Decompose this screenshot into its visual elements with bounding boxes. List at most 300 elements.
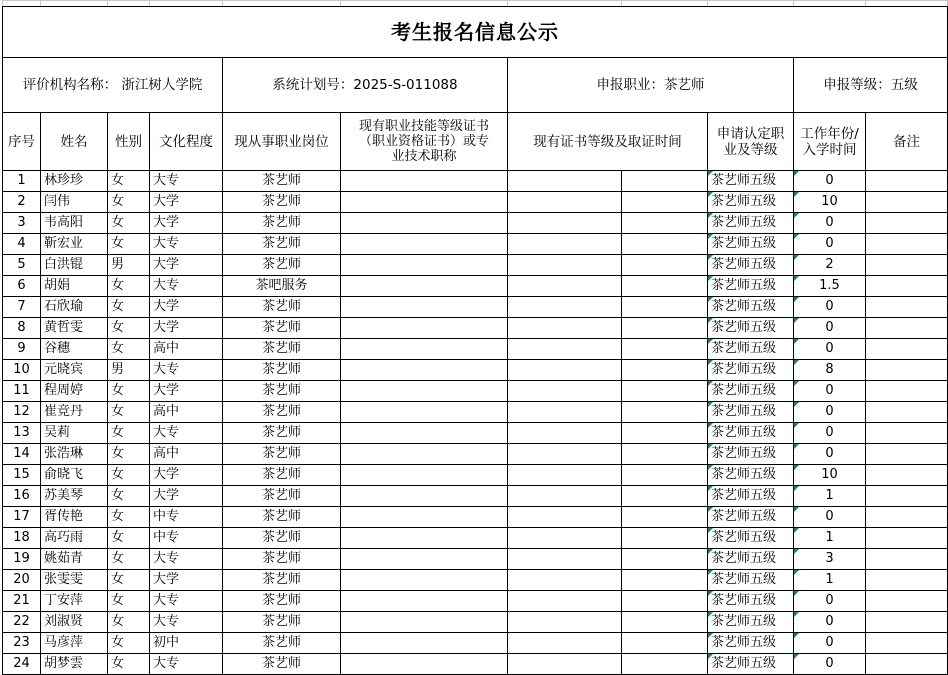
remark-cell[interactable] [866,570,948,591]
name-cell[interactable]: 胡梦雲 [41,654,108,675]
cert-time-cell[interactable] [508,318,622,339]
cert-time-cell[interactable] [508,276,622,297]
name-cell[interactable]: 张浩琳 [41,444,108,465]
header-apply[interactable]: 申请认定职业及等级 [708,113,794,171]
apply-cell[interactable]: 茶艺师五级 [708,633,794,654]
table-row [3,171,948,192]
education-cell[interactable]: 大学 [150,192,223,213]
post-cell[interactable]: 茶艺师 [223,192,341,213]
header-gender[interactable]: 性别 [108,113,150,171]
table-row [3,633,948,654]
education-cell[interactable]: 大学 [150,255,223,276]
cert-time-cell[interactable] [508,444,622,465]
cert-cell[interactable] [341,486,508,507]
gender-cell[interactable]: 女 [108,171,150,192]
gender-cell[interactable]: 女 [108,297,150,318]
seq-cell[interactable]: 21 [3,591,41,612]
gender-cell[interactable]: 男 [108,360,150,381]
seq-cell[interactable]: 14 [3,444,41,465]
post-cell[interactable]: 茶艺师 [223,465,341,486]
cert-time-cell[interactable] [508,255,622,276]
remark-cell[interactable] [866,444,948,465]
gender-cell[interactable]: 女 [108,339,150,360]
remark-cell[interactable] [866,318,948,339]
education-cell[interactable]: 大专 [150,276,223,297]
cert-time-extra-cell[interactable] [622,465,708,486]
years-cell[interactable]: 10 [794,192,866,213]
gender-cell[interactable]: 男 [108,255,150,276]
remark-cell[interactable] [866,381,948,402]
cert-time-extra-cell[interactable] [622,612,708,633]
seq-cell[interactable]: 20 [3,570,41,591]
post-cell[interactable]: 茶艺师 [223,423,341,444]
header-remark[interactable]: 备注 [866,113,948,171]
remark-cell[interactable] [866,402,948,423]
seq-cell[interactable]: 4 [3,234,41,255]
post-cell[interactable]: 茶吧服务 [223,276,341,297]
cert-cell[interactable] [341,234,508,255]
table-row [3,528,948,549]
education-cell[interactable]: 大学 [150,465,223,486]
cert-time-cell[interactable] [508,171,622,192]
name-cell[interactable]: 俞晓飞 [41,465,108,486]
seq-cell[interactable]: 17 [3,507,41,528]
years-cell[interactable]: 0 [794,612,866,633]
name-cell[interactable]: 林珍珍 [41,171,108,192]
years-cell[interactable]: 0 [794,402,866,423]
gender-cell[interactable]: 女 [108,444,150,465]
years-cell[interactable]: 0 [794,654,866,675]
education-cell[interactable]: 高中 [150,339,223,360]
post-cell[interactable]: 茶艺师 [223,171,341,192]
header-name[interactable]: 姓名 [41,113,108,171]
years-cell[interactable]: 0 [794,171,866,192]
name-cell[interactable]: 苏美琴 [41,486,108,507]
years-cell[interactable]: 0 [794,381,866,402]
years-cell[interactable]: 0 [794,633,866,654]
apply-cell[interactable]: 茶艺师五级 [708,192,794,213]
table-row [3,297,948,318]
education-cell[interactable]: 大专 [150,234,223,255]
remark-cell[interactable] [866,591,948,612]
cert-time-extra-cell[interactable] [622,549,708,570]
apply-cell[interactable]: 茶艺师五级 [708,591,794,612]
education-cell[interactable]: 高中 [150,444,223,465]
gender-cell[interactable]: 女 [108,633,150,654]
cert-cell[interactable] [341,570,508,591]
seq-cell[interactable]: 24 [3,654,41,675]
apply-cell[interactable]: 茶艺师五级 [708,171,794,192]
apply-cell[interactable]: 茶艺师五级 [708,528,794,549]
cert-cell[interactable] [341,591,508,612]
cert-time-cell[interactable] [508,297,622,318]
remark-cell[interactable] [866,213,948,234]
apply-cell[interactable]: 茶艺师五级 [708,213,794,234]
name-cell[interactable]: 石欣瑜 [41,297,108,318]
post-cell[interactable]: 茶艺师 [223,255,341,276]
gender-cell[interactable]: 女 [108,654,150,675]
cert-time-extra-cell[interactable] [622,360,708,381]
cert-cell[interactable] [341,423,508,444]
apply-cell[interactable]: 茶艺师五级 [708,654,794,675]
education-cell[interactable]: 中专 [150,507,223,528]
cert-cell[interactable] [341,297,508,318]
years-cell[interactable]: 0 [794,318,866,339]
education-cell[interactable]: 大专 [150,171,223,192]
apply-cell[interactable]: 茶艺师五级 [708,297,794,318]
table-row [3,549,948,570]
post-cell[interactable]: 茶艺师 [223,339,341,360]
name-cell[interactable]: 程周婷 [41,381,108,402]
header-years[interactable]: 工作年份/入学时间 [794,113,866,171]
cert-cell[interactable] [341,276,508,297]
education-cell[interactable]: 大专 [150,423,223,444]
remark-cell[interactable] [866,549,948,570]
years-cell[interactable]: 1 [794,486,866,507]
table-row [3,192,948,213]
remark-cell[interactable] [866,612,948,633]
cert-time-extra-cell[interactable] [622,339,708,360]
table-row [3,486,948,507]
cert-time-cell[interactable] [508,381,622,402]
post-cell[interactable]: 茶艺师 [223,528,341,549]
cert-cell[interactable] [341,528,508,549]
seq-cell[interactable]: 19 [3,549,41,570]
education-cell[interactable]: 大专 [150,360,223,381]
name-cell[interactable]: 闫伟 [41,192,108,213]
years-cell[interactable]: 0 [794,444,866,465]
post-cell[interactable]: 茶艺师 [223,549,341,570]
cert-cell[interactable] [341,654,508,675]
gender-cell[interactable]: 女 [108,507,150,528]
name-cell[interactable]: 靳宏业 [41,234,108,255]
years-cell[interactable]: 0 [794,339,866,360]
seq-cell[interactable]: 10 [3,360,41,381]
cert-cell[interactable] [341,507,508,528]
cert-cell[interactable] [341,171,508,192]
gender-cell[interactable]: 女 [108,381,150,402]
name-cell[interactable]: 吴莉 [41,423,108,444]
gender-cell[interactable]: 女 [108,591,150,612]
gender-cell[interactable]: 女 [108,612,150,633]
cert-cell[interactable] [341,339,508,360]
remark-cell[interactable] [866,465,948,486]
cert-time-cell[interactable] [508,486,622,507]
name-cell[interactable]: 胡娟 [41,276,108,297]
years-cell[interactable]: 0 [794,423,866,444]
cert-time-extra-cell[interactable] [622,381,708,402]
education-cell[interactable]: 大学 [150,318,223,339]
post-cell[interactable]: 茶艺师 [223,570,341,591]
cert-time-extra-cell[interactable] [622,570,708,591]
seq-cell[interactable]: 16 [3,486,41,507]
seq-cell[interactable]: 23 [3,633,41,654]
apply-cell[interactable]: 茶艺师五级 [708,612,794,633]
name-cell[interactable]: 马彦萍 [41,633,108,654]
cert-cell[interactable] [341,612,508,633]
gender-cell[interactable]: 女 [108,276,150,297]
header-education[interactable]: 文化程度 [150,113,223,171]
cert-time-cell[interactable] [508,339,622,360]
name-cell[interactable]: 崔竞丹 [41,402,108,423]
remark-cell[interactable] [866,528,948,549]
gender-cell[interactable]: 女 [108,192,150,213]
gender-cell[interactable]: 女 [108,549,150,570]
education-cell[interactable]: 高中 [150,402,223,423]
post-cell[interactable]: 茶艺师 [223,654,341,675]
name-cell[interactable]: 丁安萍 [41,591,108,612]
cert-time-extra-cell[interactable] [622,423,708,444]
seq-cell[interactable]: 12 [3,402,41,423]
table-row [3,339,948,360]
cert-time-extra-cell[interactable] [622,402,708,423]
cert-time-cell[interactable] [508,528,622,549]
post-cell[interactable]: 茶艺师 [223,486,341,507]
cert-time-cell[interactable] [508,633,622,654]
name-cell[interactable]: 黄哲雯 [41,318,108,339]
gender-cell[interactable]: 女 [108,213,150,234]
years-cell[interactable]: 1 [794,570,866,591]
apply-cell[interactable]: 茶艺师五级 [708,486,794,507]
cert-time-extra-cell[interactable] [622,318,708,339]
years-cell[interactable]: 0 [794,213,866,234]
years-cell[interactable]: 8 [794,360,866,381]
post-cell[interactable]: 茶艺师 [223,612,341,633]
cert-time-cell[interactable] [508,654,622,675]
header-cert-time[interactable]: 现有证书等级及取证时间 [508,113,708,171]
cert-time-extra-cell[interactable] [622,255,708,276]
apply-cell[interactable]: 茶艺师五级 [708,234,794,255]
name-cell[interactable]: 元晓宾 [41,360,108,381]
apply-cell[interactable]: 茶艺师五级 [708,507,794,528]
years-cell[interactable]: 0 [794,234,866,255]
name-cell[interactable]: 胥传艳 [41,507,108,528]
cert-time-extra-cell[interactable] [622,213,708,234]
apply-cell[interactable]: 茶艺师五级 [708,381,794,402]
apply-cell[interactable]: 茶艺师五级 [708,276,794,297]
years-cell[interactable]: 10 [794,465,866,486]
seq-cell[interactable]: 13 [3,423,41,444]
years-cell[interactable]: 3 [794,549,866,570]
seq-cell[interactable]: 15 [3,465,41,486]
cert-time-cell[interactable] [508,213,622,234]
remark-cell[interactable] [866,255,948,276]
post-cell[interactable]: 茶艺师 [223,444,341,465]
seq-cell[interactable]: 18 [3,528,41,549]
apply-cell[interactable]: 茶艺师五级 [708,570,794,591]
post-cell[interactable]: 茶艺师 [223,360,341,381]
education-cell[interactable]: 大专 [150,549,223,570]
seq-cell[interactable]: 22 [3,612,41,633]
name-cell[interactable]: 姚茹青 [41,549,108,570]
seq-cell[interactable]: 1 [3,171,41,192]
cert-time-extra-cell[interactable] [622,507,708,528]
table-row [3,213,948,234]
post-cell[interactable]: 茶艺师 [223,234,341,255]
cert-time-extra-cell[interactable] [622,192,708,213]
cert-time-cell[interactable] [508,507,622,528]
gender-cell[interactable]: 女 [108,423,150,444]
years-cell[interactable]: 1 [794,528,866,549]
years-cell[interactable]: 0 [794,507,866,528]
table-row [3,570,948,591]
header-post[interactable]: 现从事职业岗位 [223,113,341,171]
apply-cell[interactable]: 茶艺师五级 [708,339,794,360]
table-row [3,465,948,486]
info-row [3,58,948,113]
cert-time-extra-cell[interactable] [622,234,708,255]
cert-time-cell[interactable] [508,549,622,570]
name-cell[interactable]: 韦高阳 [41,213,108,234]
seq-cell[interactable]: 11 [3,381,41,402]
post-cell[interactable]: 茶艺师 [223,507,341,528]
education-cell[interactable]: 大学 [150,486,223,507]
cert-time-cell[interactable] [508,570,622,591]
seq-cell[interactable]: 6 [3,276,41,297]
cert-cell[interactable] [341,549,508,570]
table-row [3,591,948,612]
remark-cell[interactable] [866,192,948,213]
cert-cell[interactable] [341,360,508,381]
apply-cell[interactable]: 茶艺师五级 [708,465,794,486]
cert-time-cell[interactable] [508,423,622,444]
gender-cell[interactable]: 女 [108,570,150,591]
post-cell[interactable]: 茶艺师 [223,297,341,318]
post-cell[interactable]: 茶艺师 [223,213,341,234]
org-name-cell[interactable]: 评价机构名称： 浙江树人学院 [3,58,223,113]
education-cell[interactable]: 大学 [150,570,223,591]
remark-cell[interactable] [866,171,948,192]
gender-cell[interactable]: 女 [108,528,150,549]
education-cell[interactable]: 初中 [150,633,223,654]
cert-time-cell[interactable] [508,402,622,423]
gender-cell[interactable]: 女 [108,465,150,486]
table-row [3,318,948,339]
occupation-cell[interactable]: 申报职业：茶艺师 [508,58,794,113]
post-cell[interactable]: 茶艺师 [223,633,341,654]
apply-cell[interactable]: 茶艺师五级 [708,318,794,339]
cert-time-cell[interactable] [508,360,622,381]
education-cell[interactable]: 大学 [150,213,223,234]
remark-cell[interactable] [866,339,948,360]
education-cell[interactable]: 中专 [150,528,223,549]
plan-number-cell[interactable]: 系统计划号：2025-S-011088 [223,58,508,113]
remark-cell[interactable] [866,633,948,654]
cert-cell[interactable] [341,402,508,423]
remark-cell[interactable] [866,486,948,507]
page-title[interactable]: 考生报名信息公示 [3,7,948,58]
gender-cell[interactable]: 女 [108,402,150,423]
cert-time-extra-cell[interactable] [622,633,708,654]
table-row [3,423,948,444]
seq-cell[interactable]: 2 [3,192,41,213]
education-cell[interactable]: 大学 [150,297,223,318]
post-cell[interactable]: 茶艺师 [223,591,341,612]
cert-cell[interactable] [341,213,508,234]
seq-cell[interactable]: 8 [3,318,41,339]
cert-time-extra-cell[interactable] [622,591,708,612]
education-cell[interactable]: 大专 [150,591,223,612]
table-row [3,234,948,255]
cert-time-extra-cell[interactable] [622,528,708,549]
table-row [3,276,948,297]
apply-cell[interactable]: 茶艺师五级 [708,360,794,381]
table-row [3,255,948,276]
apply-cell[interactable]: 茶艺师五级 [708,423,794,444]
remark-cell[interactable] [866,276,948,297]
years-cell[interactable]: 0 [794,591,866,612]
cert-cell[interactable] [341,255,508,276]
level-cell[interactable]: 申报等级：五级 [794,58,948,113]
cert-cell[interactable] [341,192,508,213]
remark-cell[interactable] [866,654,948,675]
cert-time-extra-cell[interactable] [622,297,708,318]
cert-time-cell[interactable] [508,192,622,213]
gender-cell[interactable]: 女 [108,234,150,255]
apply-cell[interactable]: 茶艺师五级 [708,402,794,423]
years-cell[interactable]: 1.5 [794,276,866,297]
post-cell[interactable]: 茶艺师 [223,381,341,402]
cert-cell[interactable] [341,444,508,465]
table-row [3,381,948,402]
apply-cell[interactable]: 茶艺师五级 [708,549,794,570]
table-row [3,507,948,528]
cert-time-extra-cell[interactable] [622,171,708,192]
seq-cell[interactable]: 5 [3,255,41,276]
gender-cell[interactable]: 女 [108,486,150,507]
remark-cell[interactable] [866,360,948,381]
gender-cell[interactable]: 女 [108,318,150,339]
apply-cell[interactable]: 茶艺师五级 [708,255,794,276]
post-cell[interactable]: 茶艺师 [223,402,341,423]
cert-time-extra-cell[interactable] [622,276,708,297]
education-cell[interactable]: 大专 [150,654,223,675]
name-cell[interactable]: 张雯雯 [41,570,108,591]
seq-cell[interactable]: 9 [3,339,41,360]
name-cell[interactable]: 谷穗 [41,339,108,360]
apply-cell[interactable]: 茶艺师五级 [708,444,794,465]
remark-cell[interactable] [866,507,948,528]
post-cell[interactable]: 茶艺师 [223,318,341,339]
cert-cell[interactable] [341,633,508,654]
remark-cell[interactable] [866,297,948,318]
cert-cell[interactable] [341,318,508,339]
cert-time-cell[interactable] [508,591,622,612]
cert-cell[interactable] [341,381,508,402]
education-cell[interactable]: 大专 [150,612,223,633]
name-cell[interactable]: 刘淑贤 [41,612,108,633]
years-cell[interactable]: 0 [794,297,866,318]
name-cell[interactable]: 高巧雨 [41,528,108,549]
cert-time-extra-cell[interactable] [622,444,708,465]
header-cert[interactable]: 现有职业技能等级证书（职业资格证书）或专业技术职称 [341,113,508,171]
cert-cell[interactable] [341,465,508,486]
cert-time-cell[interactable] [508,612,622,633]
cert-time-extra-cell[interactable] [622,486,708,507]
cert-time-extra-cell[interactable] [622,654,708,675]
remark-cell[interactable] [866,423,948,444]
remark-cell[interactable] [866,234,948,255]
cert-time-cell[interactable] [508,234,622,255]
name-cell[interactable]: 白洪锟 [41,255,108,276]
seq-cell[interactable]: 3 [3,213,41,234]
seq-cell[interactable]: 7 [3,297,41,318]
cert-time-cell[interactable] [508,465,622,486]
years-cell[interactable]: 2 [794,255,866,276]
header-seq[interactable]: 序号 [3,113,41,171]
education-cell[interactable]: 大学 [150,381,223,402]
header-row [3,113,948,171]
